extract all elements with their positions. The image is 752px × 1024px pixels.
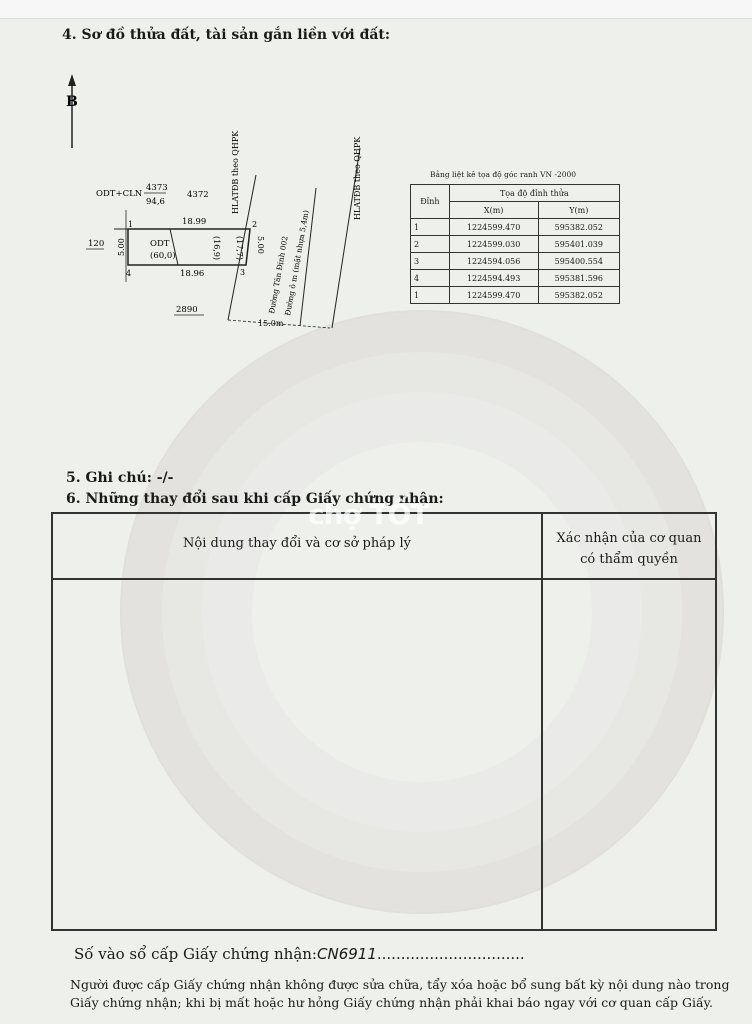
registry-number-line <box>74 945 525 963</box>
neighbor-3-id: 120 <box>88 239 105 249</box>
table-row <box>411 253 620 270</box>
cell-y: 595382.052 <box>538 219 619 236</box>
cell-y: 595401.039 <box>538 236 619 253</box>
cell-point: 1 <box>411 287 450 304</box>
parcel-area: (60,0) <box>150 251 176 261</box>
north-label: B <box>66 94 78 110</box>
table-row <box>411 219 620 236</box>
cell-point: 4 <box>411 270 450 287</box>
section-6-title: 6. Những thay đổi sau khi cấp Giấy chứng nhận: <box>66 491 444 507</box>
road-width: 15.0m <box>258 319 284 328</box>
col-point-header: Đỉnh <box>411 185 450 219</box>
cell-x: 1224594.493 <box>449 270 538 287</box>
authority-header-line1: Xác nhận của cơ quan <box>556 531 702 546</box>
parcel-sketch <box>0 0 752 340</box>
bottom-length: 18.96 <box>180 269 205 279</box>
table-row <box>411 287 620 304</box>
road-desc: Đường ô m (mặt nhựa 5,4m) <box>283 209 311 317</box>
registry-label: Số vào sổ cấp Giấy chứng nhận: <box>74 945 317 963</box>
cell-x: 1224599.030 <box>449 236 538 253</box>
hlatdb-right: HLATĐB theo QHPK <box>353 136 362 220</box>
road-name: Đường Tân Định 002 <box>267 235 290 315</box>
table-row <box>411 270 620 287</box>
registry-dots: ............................... <box>376 945 525 963</box>
dim-b: (17,7) <box>235 236 244 261</box>
col-y-header: Y(m) <box>538 202 619 219</box>
footnote <box>70 976 730 1012</box>
neighbor-1-id: 4373 <box>146 183 168 193</box>
table-row <box>411 236 620 253</box>
cell-x: 1224599.470 <box>449 287 538 304</box>
section-4-title: 4. Sơ đồ thửa đất, tài sản gắn liền với đất: <box>62 27 391 43</box>
changes-table <box>51 512 717 931</box>
coord-group-header: Tọa độ đỉnh thửa <box>449 185 619 202</box>
hlatdb-left: HLATĐB theo QHPK <box>231 130 240 214</box>
top-length: 18.99 <box>182 217 207 227</box>
section-5-title: 5. Ghi chú: -/- <box>66 470 174 486</box>
cell-point: 2 <box>411 236 450 253</box>
coord-table-caption: Bảng liệt kê tọa độ góc ranh VN -2000 <box>430 170 577 179</box>
north-arrow-icon <box>68 74 76 148</box>
cell-x: 1224594.056 <box>449 253 538 270</box>
cell-point: 3 <box>411 253 450 270</box>
parcel-type: ODT <box>150 239 170 249</box>
cell-y: 595400.554 <box>538 253 619 270</box>
authority-header <box>543 528 715 570</box>
neighbor-4-id: 2890 <box>176 305 198 315</box>
point-3: 3 <box>240 268 246 277</box>
point-4: 4 <box>126 269 132 278</box>
coordinate-table <box>410 184 620 304</box>
cell-y: 595381.596 <box>538 270 619 287</box>
right-width: 5.00 <box>256 236 265 254</box>
col-x-header: X(m) <box>449 202 538 219</box>
authority-header-line2: có thẩm quyền <box>580 552 678 567</box>
point-2: 2 <box>252 220 258 229</box>
dim-a: (16,9) <box>212 236 221 261</box>
registry-value: CN6911 <box>317 945 377 963</box>
neighbor-1-area: 94,6 <box>146 197 165 207</box>
footnote-line2: Giấy chứng nhận; khi bị mất hoặc hư hỏng Giấy chứng nhận phải khai báo ngay với cơ quan cấp Giấy. <box>70 995 713 1010</box>
footnote-line1: Người được cấp Giấy chứng nhận không được sửa chữa, tẩy xóa hoặc bổ sung bất kỳ nội dung nào trong <box>70 977 730 992</box>
column-divider <box>541 514 543 929</box>
point-1: 1 <box>128 220 134 229</box>
changes-content-header: Nội dung thay đổi và cơ sở pháp lý <box>183 536 411 551</box>
parcel-outline <box>128 229 250 265</box>
left-width: 5.00 <box>117 238 126 256</box>
header-divider <box>53 578 715 580</box>
neighbor-1-label: ODT+CLN <box>96 189 143 199</box>
cell-point: 1 <box>411 219 450 236</box>
cell-y: 595382.052 <box>538 287 619 304</box>
neighbor-2-id: 4372 <box>187 190 209 200</box>
cell-x: 1224599.470 <box>449 219 538 236</box>
watermark-logo: chợ TỐT <box>308 498 429 531</box>
